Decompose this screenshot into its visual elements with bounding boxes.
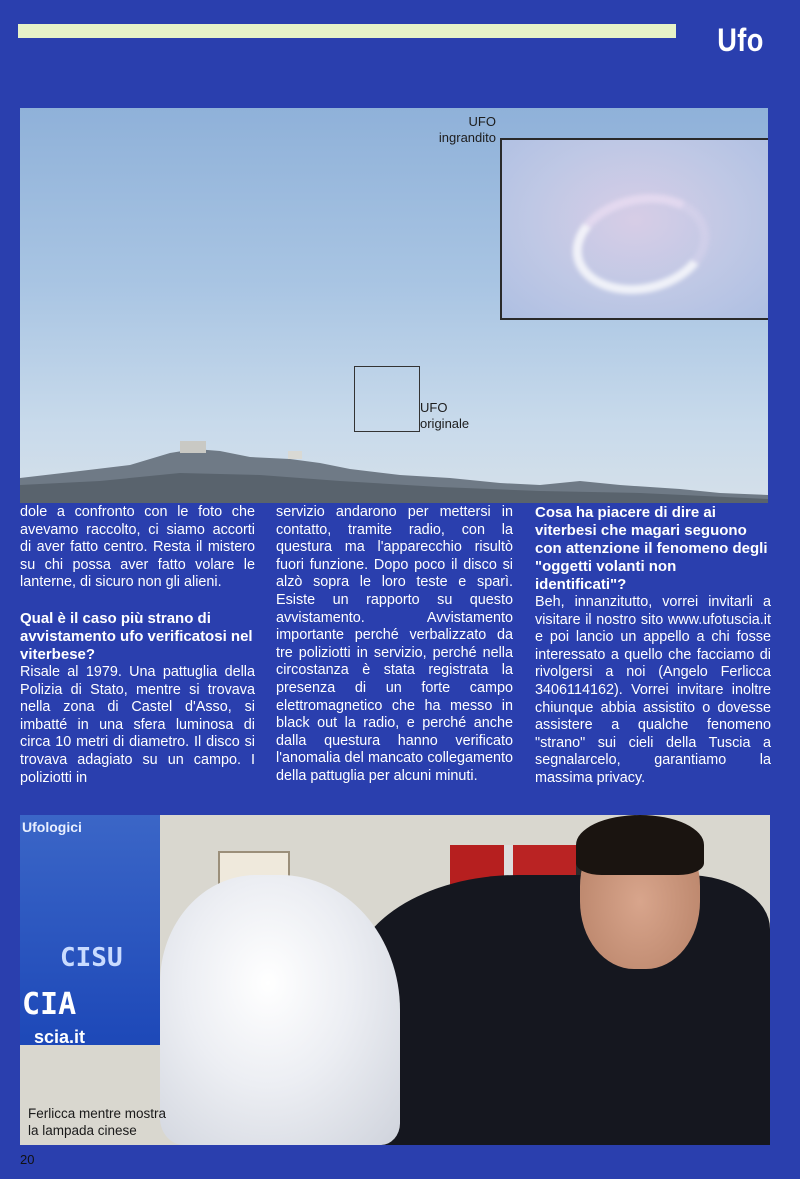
orig-label-line1: UFO (420, 400, 448, 415)
question-2: Cosa ha piacere di dire ai viterbesi che magari seguono con attenzione il fenomeno degli "oggetti volanti non identificati"? (535, 504, 768, 593)
ufo-zoom-inset (500, 138, 768, 320)
ufo-ring (563, 182, 718, 307)
caption-line2: la lampada cinese (28, 1123, 137, 1138)
man-jacket (350, 875, 770, 1145)
section-title: Ufo (717, 22, 764, 58)
intro-paragraph: dole a confronto con le foto che avevamo raccolto, ci siamo accorti di aver fatto centro. Resta il mistero su chi possa aver fatto volare le lanterne, di sicuro non gli alieni. (20, 504, 255, 591)
sky-photo (20, 108, 768, 503)
article-column-1 (20, 504, 255, 787)
answer-1-part2: servizio andarono per mettersi in contatto, tramite radio, con la questura ma l'apparecchio risultò fuori funzione. Dopo poco il disco si alzò sopra le loro teste e sparì. Esiste un rapporto su questo avvistamento. Avvistamento importante perché verbalizzato da tre poliziotti in servizio, perché nella circostanza è stata registrata la presenza di un forte campo elettromagnetico che ha messo in black out la radio, e perché anche dalla questura hanno verificato l'anomalia del mancato collegamento della pattuglia per alcuni minuti. (276, 504, 513, 784)
poster-cisu-text: CISU (60, 943, 123, 973)
man-hair (576, 815, 704, 875)
office-photo (20, 815, 770, 1145)
answer-1-part1: Risale al 1979. Una pattuglia della Polizia di Stato, mentre si trovava nella zona di Castel d'Asso, si imbatté in una sfera luminosa di circa 10 metri di diametro. Il disco si trovava adagiato su un campo. I poliziotti in (20, 663, 255, 786)
zoom-label (424, 114, 496, 146)
header-bar (18, 24, 676, 38)
cisu-poster (20, 815, 160, 1045)
caption-line1: Ferlicca mentre mostra (28, 1106, 167, 1121)
answer-2: Beh, innanzitutto, vorrei invitarli a visitare il nostro sito www.ufotuscia.it e poi lancio un appello a chi fosse interessato a quello che facciamo di rivolgersi a noi (Angelo Ferlicca 3406114162). Vorrei invitare inoltre chiunque abbia assistito o dovesse assistere a qualche fenomeno "strano" sui cieli della Tuscia a segnalarcelo, garantiamo la massima privacy. (535, 594, 771, 786)
question-1: Qual è il caso più strano di avvistamento ufo verificatosi nel viterbese? (20, 609, 253, 663)
page-number: 20 (20, 1152, 35, 1167)
article-column-2 (276, 504, 513, 786)
orig-label (420, 400, 469, 432)
zoom-label-line1: UFO (468, 114, 496, 129)
photo-caption (28, 1105, 166, 1139)
poster-top-text: Ufologici (22, 819, 82, 835)
ufo-original-box (354, 366, 420, 432)
poster-cia-text: CIA (22, 987, 77, 1022)
poster-url-text: scia.it (34, 1027, 86, 1047)
article-column-3 (535, 504, 771, 788)
zoom-label-line2: ingrandito (438, 130, 496, 145)
orig-label-line2: originale (420, 416, 470, 431)
chinese-lantern (160, 875, 400, 1145)
